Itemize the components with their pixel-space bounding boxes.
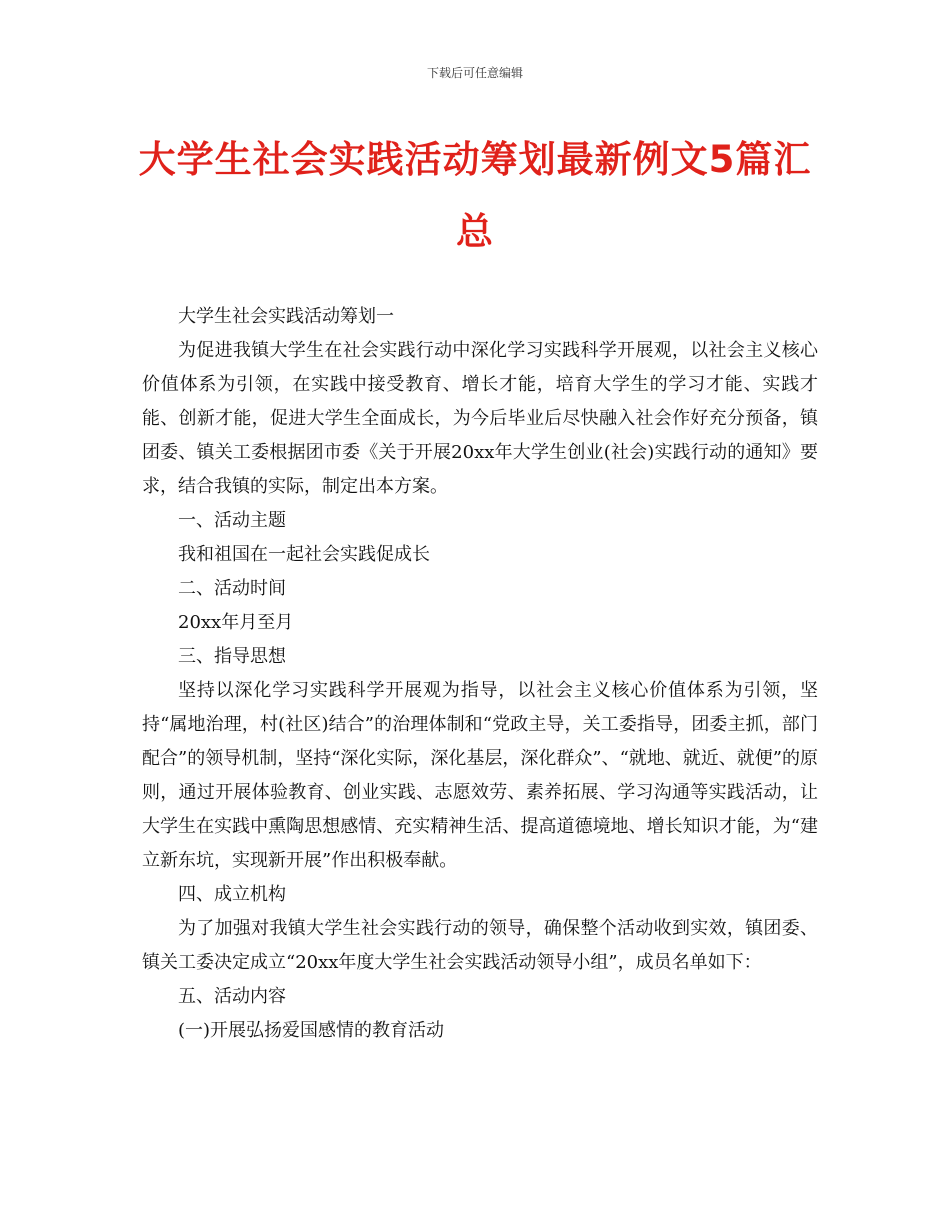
- activity-time-text: 20xx年月至月: [178, 612, 294, 633]
- heading-organization: 四、成立机构: [178, 884, 286, 905]
- heading-activity-time: 二、活动时间: [178, 578, 286, 599]
- section-heading-plan-one: 大学生社会实践活动筹划一: [178, 306, 394, 327]
- document-body: [142, 300, 818, 1048]
- heading-activity-theme: 一、活动主题: [178, 510, 286, 531]
- heading-guiding-ideology: 三、指导思想: [178, 646, 286, 667]
- activity-content-item-one: (一)开展弘扬爱国感情的教育活动: [178, 1020, 445, 1041]
- activity-theme-text: 我和祖国在一起社会实践促成长: [178, 544, 430, 565]
- organization-text: 为了加强对我镇大学生社会实践行动的领导，确保整个活动收到实效，镇团委、镇关工委决定成立“20xx年度大学生社会实践活动领导小组”，成员名单如下：: [142, 918, 818, 973]
- heading-activity-content: 五、活动内容: [178, 986, 286, 1007]
- intro-paragraph: 为促进我镇大学生在社会实践行动中深化学习实践科学开展观，以社会主义核心价值体系为引领，在实践中接受教育、增长才能，培育大学生的学习才能、实践才能、创新才能，促进大学生全面成长，为今后毕业后尽快融入社会作好充分预备，镇团委、镇关工委根据团市委《关于开展20xx年大学生创业(社会)实践行动的通知》要求，结合我镇的实际，制定出本方案。: [142, 340, 818, 497]
- document-title: 大学生社会实践活动筹划最新例文5篇汇总: [138, 138, 812, 253]
- guiding-ideology-text: 坚持以深化学习实践科学开展观为指导，以社会主义核心价值体系为引领，坚持“属地治理，村(社区)结合”的治理体制和“党政主导，关工委指导，团委主抓，部门配合”的领导机制，坚持“深化实际，深化基层，深化群众”、“就地、就近、就便”的原则，通过开展体验教育、创业实践、志愿效劳、素养拓展、学习沟通等实践活动，让大学生在实践中熏陶思想感情、充实精神生活、提高道德境地、增长知识才能，为“建立新东坑，实现新开展”作出积极奉献。: [142, 680, 819, 871]
- header-note: 下载后可任意编辑: [426, 66, 523, 80]
